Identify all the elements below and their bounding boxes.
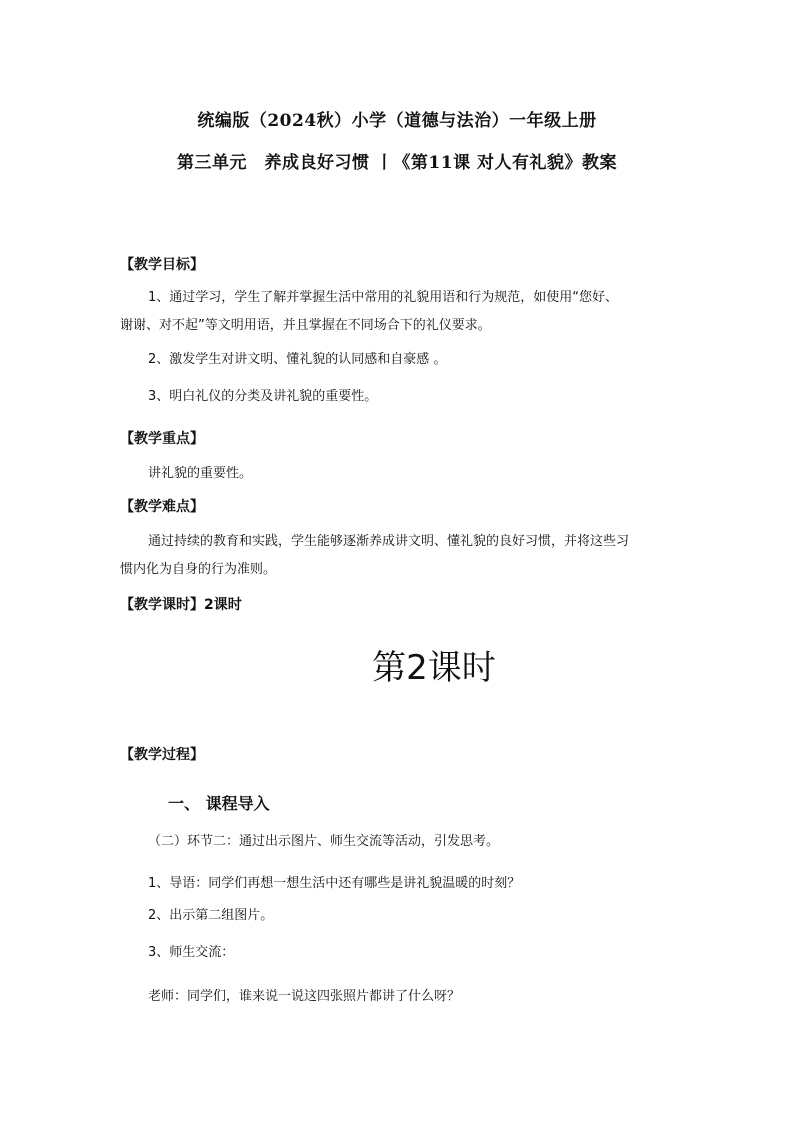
key-point-text: 讲礼貌的重要性。 [148, 466, 253, 481]
process-heading: 【教学过程】 [120, 747, 204, 763]
step-2: 2、出示第二组图片。 [148, 908, 274, 923]
step-1: 1、导语：同学们再想一想生活中还有哪些是讲礼貌温暖的时刻？ [148, 876, 521, 891]
objective-2: 2、激发学生对讲文明、懂礼貌的认同感和自豪感 。 [148, 352, 447, 367]
step-3: 3、师生交流： [148, 945, 235, 960]
objective-3: 3、明白礼仪的分类及讲礼貌的重要性。 [148, 389, 378, 404]
document-title-line-2: 第三单元 养成良好习惯 丨《第11课 对人有礼貌》教案 [177, 153, 617, 173]
document-title-line-1: 统编版（2024秋）小学（道德与法治）一年级上册 [197, 111, 597, 131]
teacher-question: 老师：同学们，谁来说一说这四张照片都讲了什么呀？ [148, 989, 461, 1004]
step-intro: （二）环节二：通过出示图片、师生交流等活动，引发思考。 [148, 834, 500, 849]
difficulty-line-1: 通过持续的教育和实践，学生能够逐渐养成讲文明、懂礼貌的良好习惯，并将这些习 [148, 534, 630, 549]
objectives-heading: 【教学目标】 [120, 257, 204, 273]
key-point-heading: 【教学重点】 [120, 431, 204, 447]
hours-heading: 【教学课时】2课时 [120, 597, 242, 613]
difficulty-line-2: 惯内化为自身的行为准则。 [120, 562, 277, 577]
difficulty-heading: 【教学难点】 [120, 499, 204, 515]
objective-1-line-1: 1、通过学习，学生了解并掌握生活中常用的礼貌用语和行为规范，如使用“您好、 [148, 290, 619, 305]
lesson-title: 第2课时 [372, 648, 496, 688]
objective-1-line-2: 谢谢、对不起”等文明用语，并且掌握在不同场合下的礼仪要求。 [120, 318, 491, 333]
section-course-intro: 一、 课程导入 [168, 794, 270, 813]
